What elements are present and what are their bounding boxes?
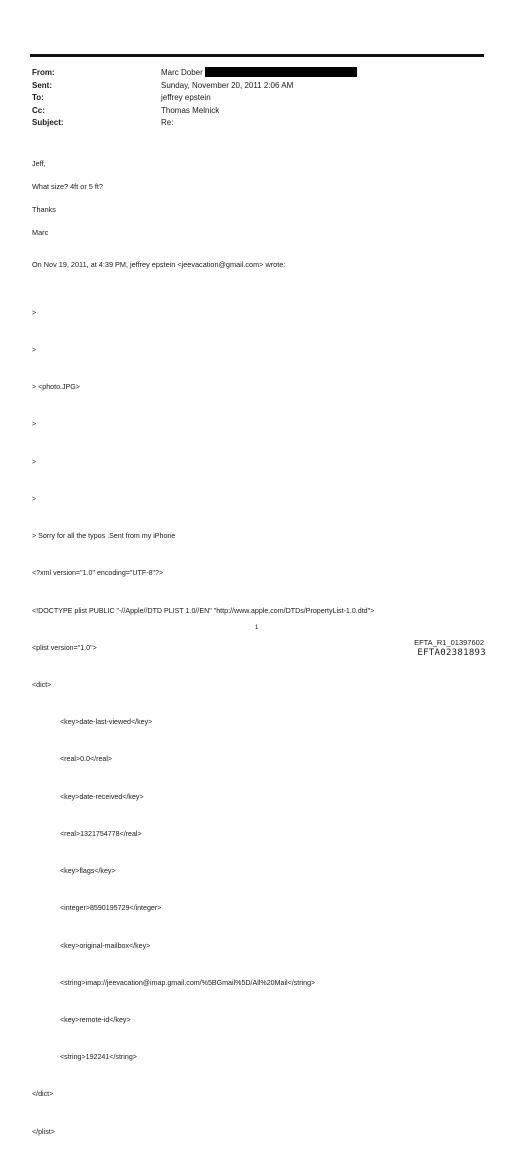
quoted-line: > [32, 457, 37, 466]
from-row [161, 67, 357, 80]
dict-line: <key>date-received</key> [60, 792, 144, 801]
greeting: Jeff, [32, 159, 46, 168]
cc-value: Thomas Melnick [161, 105, 220, 115]
cc-label: Cc: [32, 105, 45, 115]
to-value: jeffrey epstein [161, 93, 211, 102]
subject-value: Re: [161, 118, 174, 127]
redaction-bar [205, 67, 357, 77]
dict-line: <real>1321754778</real> [60, 829, 142, 838]
sent-label: Sent: [32, 80, 52, 90]
header-rule [30, 54, 484, 57]
dict-line: <key>date-last-viewed</key> [60, 718, 153, 727]
dict-line: <real>0.0</real> [60, 755, 113, 764]
sent-value: Sunday, November 20, 2011 2:06 AM [161, 80, 294, 90]
from-label: From: [32, 68, 55, 77]
dict-line: <key>original-mailbox</key> [60, 941, 151, 950]
page-number: 1 [255, 625, 259, 631]
thanks-line: Thanks [32, 205, 56, 214]
quoted-content [32, 282, 374, 1163]
bates-ref-small: EFTA_R1_01397602 [414, 638, 484, 647]
bates-ref-large: EFTA02381893 [417, 648, 486, 658]
signature: Marc [32, 228, 49, 237]
from-value: Marc Dober [161, 68, 203, 77]
quoted-line: <dict> [32, 681, 52, 689]
quoted-line: > [32, 494, 37, 503]
quoted-line: <?xml version="1.0" encoding="UTF-8"?> [32, 569, 164, 578]
question-line: What size? 4ft or 5 ft? [32, 182, 103, 191]
to-label: To: [32, 93, 44, 102]
email-header-values [161, 67, 357, 130]
dict-line: <key>flags</key> [60, 867, 116, 876]
quoted-line: > [32, 346, 37, 355]
quoted-line: > <photo.JPG> [32, 383, 80, 392]
quoted-line: > [32, 308, 37, 317]
quoted-line: <!DOCTYPE plist PUBLIC "-//Apple//DTD PLIST 1.0//EN" "http://www.apple.com/DTDs/PropertyList-1.0.dtd"> [32, 606, 375, 615]
subject-label: Subject: [32, 118, 64, 127]
dict-line: <string>imap://jeevacation@imap.gmail.com/%5BGmail%5D/All%20Mail</string> [60, 978, 316, 987]
quoted-line: <plist version="1.0"> [32, 643, 97, 652]
email-header-labels [32, 67, 64, 130]
quote-intro: On Nov 19, 2011, at 4:39 PM, jeffrey epstein <jeevacation@gmail.com> wrote: [32, 260, 286, 269]
quoted-line: > Sorry for all the typos .Sent from my iPhone [32, 532, 176, 541]
closing-line: </dict> [32, 1090, 54, 1099]
dict-line: <string>192241</string> [60, 1053, 137, 1062]
closing-line: </plist> [32, 1127, 55, 1136]
dict-line: <integer>8590195729</integer> [60, 904, 162, 913]
quoted-line: > [32, 420, 37, 429]
dict-line: <key>remote-id</key> [60, 1015, 131, 1024]
